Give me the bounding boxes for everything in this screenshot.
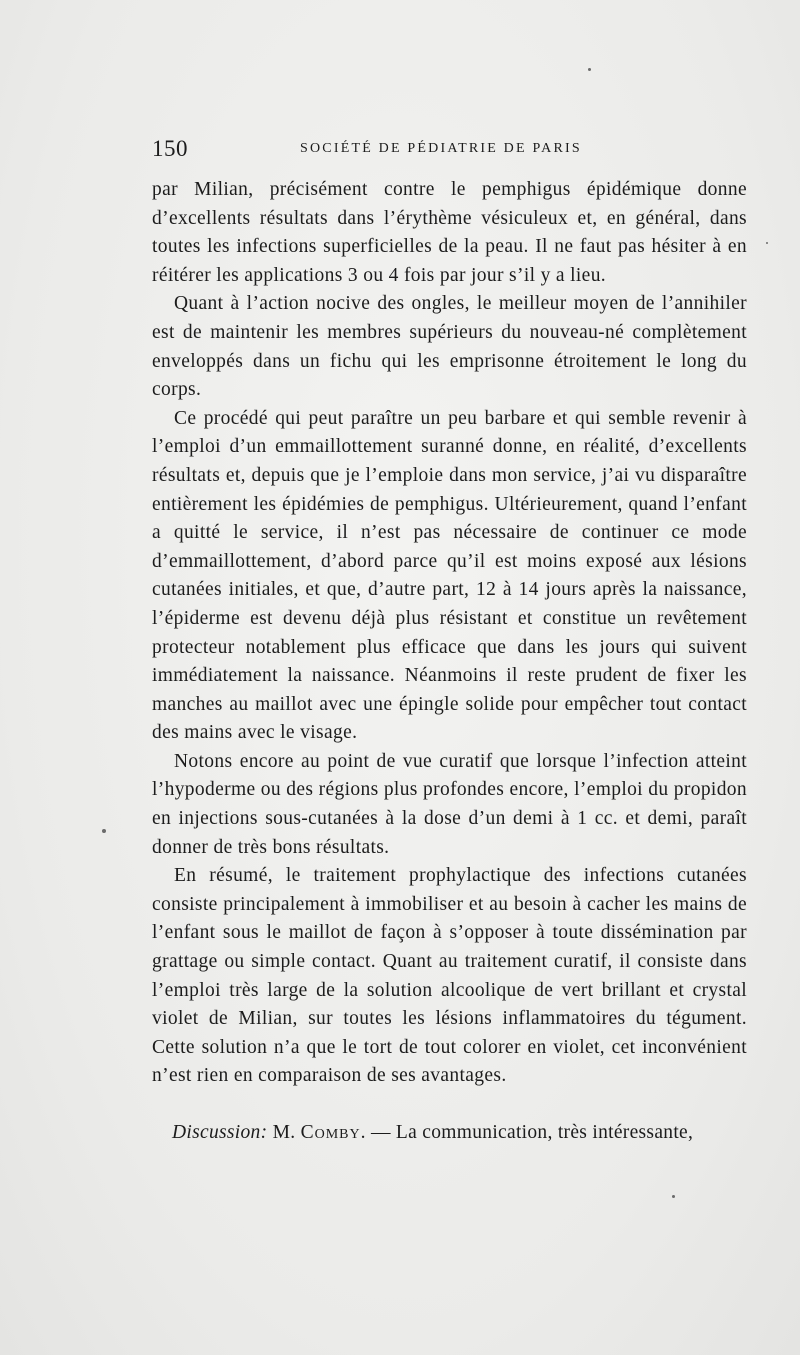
paragraph-milian-solution: par Milian, précisément contre le pemphigus épidémique donne d’excellents résultats dans l’érythème vésiculeux et, en général, dans toutes les infections superficielles de la peau. Il ne faut pas hésiter à en réitérer les applications 3 ou 4 fois par jour s’il y a lieu. [152, 179, 747, 286]
paragraph-nail-action: Quant à l’action nocive des ongles, le meilleur moyen de l’annihiler est de maintenir les membres supérieurs du nouveau-né complètement enveloppés dans un fichu qui les emprisonne étroitement le long du corps. [152, 293, 747, 401]
print-speck [588, 68, 591, 71]
speaker-title: M. [272, 1122, 296, 1143]
print-speck [102, 829, 106, 833]
print-speck [672, 1195, 675, 1198]
paragraph-procedure: Ce procédé qui peut paraître un peu barbare et qui semble revenir à l’emploi d’un emmaillottement suranné donne, en réalité, d’excellents résultats et, depuis que je l’emploie dans mon service, j’ai vu disparaître entièrement les épidémies de pemphigus. Ultérieurement, quand l’enfant a quitté le service, il n’est pas nécessaire de continuer ce mode d’emmaillottement, d’abord parce qu’il est moins exposé aux lésions cutanées initiales, et que, d’autre part, 12 à 14 jours après la naissance, l’épiderme est devenu déjà plus résistant et constitue un revêtement protecteur notablement plus efficace que dans les jours qui suivent immédiatement la naissance. Néanmoins il reste prudent de fixer les manches au maillot avec une épingle solide pour empêcher tout contact des mains avec le visage. [152, 407, 747, 744]
discussion-line [172, 1122, 752, 1144]
running-head: SOCIÉTÉ DE PÉDIATRIE DE PARIS [300, 141, 582, 156]
body-text [152, 176, 747, 1091]
print-speck [766, 242, 768, 244]
page-header [152, 136, 752, 166]
paragraph-summary: En résumé, le traitement prophylactique des infections cutanées consiste principalement à immobiliser et au besoin à cacher les mains de l’enfant sous le maillot de façon à s’opposer à toute dissémination par grattage ou simple contact. Quant au traitement curatif, il consiste dans l’emploi très large de la solution alcoolique de vert brillant et crystal violet de Milian, sur toutes les lésions inflammatoires du tégument. Cette solution n’a que le tort de tout colorer en violet, cet inconvénient n’est rien en comparaison de ses avantages. [152, 865, 747, 1087]
speaker-name: Comby [300, 1122, 361, 1143]
discussion-text: . — La communication, très intéressante, [360, 1122, 694, 1143]
paragraph-curative: Notons encore au point de vue curatif que lorsque l’infection atteint l’hypoderme ou des régions plus profondes encore, l’emploi du propidon en injections sous-cutanées à la dose d’un demi à 1 cc. et demi, paraît donner de très bons résultats. [152, 750, 747, 858]
page-number: 150 [152, 136, 188, 161]
discussion-label: Discussion: [172, 1122, 268, 1143]
